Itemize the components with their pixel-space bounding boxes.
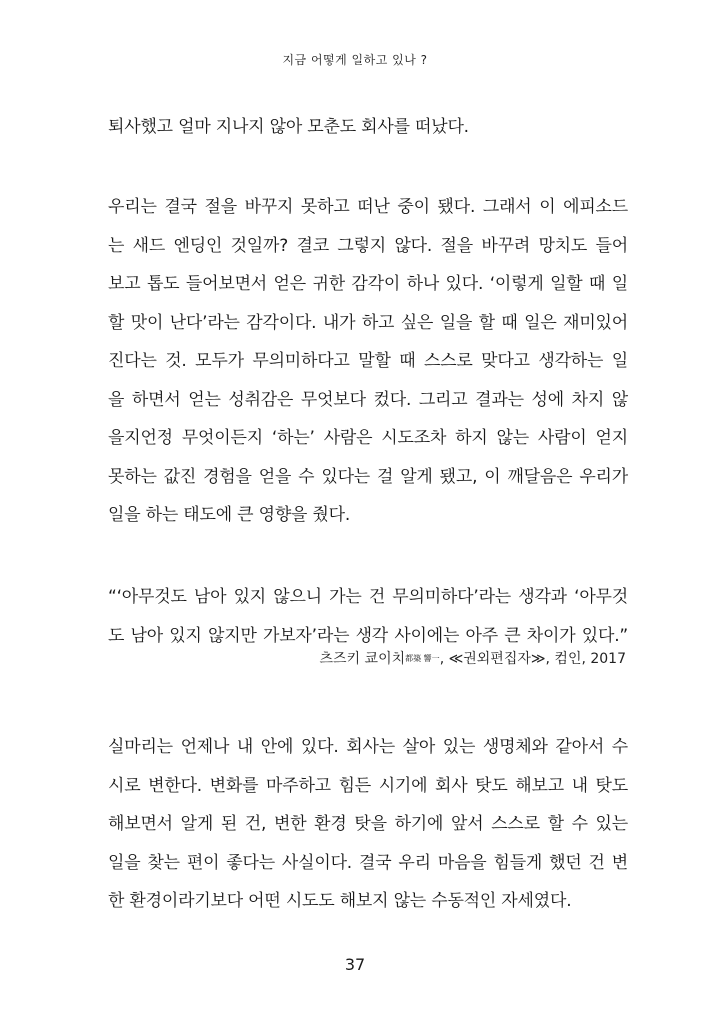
paragraph-line: 시로 변한다. 변화를 마주하고 힘든 시기에 회사 탓도 해보고 내 탓도: [108, 775, 628, 796]
paragraph-line: 보고 톱도 들어보면서 얻은 귀한 감각이 하나 있다. ‘이렇게 일할 때 일: [108, 274, 628, 294]
paragraph-line: 일을 찾는 편이 좋다는 사실이다. 결국 우리 마음을 힘들게 했던 건 변: [108, 852, 628, 873]
quote-citation: [320, 648, 626, 668]
paragraph-line: 는 새드 엔딩인 것일까? 결코 그렇지 않다. 절을 바꾸려 망치도 들어: [108, 235, 628, 256]
paragraph-line: 한 환경이라기보다 어떤 시도도 해보지 않는 수동적인 자세였다.: [108, 891, 572, 911]
quote-line: “‘아무것도 남아 있지 않으니 가는 건 무의미하다’라는 생각과 ‘아무것: [108, 587, 628, 607]
paragraph-line: 을 하면서 얻는 성취감은 무엇보다 컸다. 그리고 결과는 성에 차지 않: [108, 389, 628, 410]
block-quote: [108, 578, 628, 655]
paragraph-1: [108, 108, 628, 147]
paragraph-line: 실마리는 언제나 내 안에 있다. 회사는 살아 있는 생명체와 같아서 수: [108, 737, 628, 757]
paragraph-line: 퇴사했고 얼마 지나지 않아 모춘도 회사를 떠났다.: [108, 117, 469, 137]
citation-author-original: 都築 響一: [405, 654, 440, 663]
running-header: 지금 어떻게 일하고 있나 ?: [282, 53, 428, 67]
paragraph-line: 우리는 결국 절을 바꾸지 못하고 떠난 중이 됐다. 그래서 이 에피소드: [108, 197, 628, 217]
citation-author: 츠즈키 쿄이치: [319, 651, 406, 667]
paragraph-3: [108, 728, 628, 921]
paragraph-line: 해보면서 알게 된 건, 변한 환경 탓을 하기에 앞서 스스로 할 수 있는: [108, 814, 628, 834]
paragraph-line: 할 맛이 난다’라는 감각이다. 내가 하고 싶은 일을 할 때 일은 재미있어: [108, 312, 628, 333]
citation-source: , ≪권외편집자≫, 컴인, 2017: [439, 651, 626, 667]
page-number: 37: [344, 955, 366, 974]
paragraph-2: [108, 188, 628, 535]
paragraph-line: 못하는 값진 경험을 얻을 수 있다는 걸 알게 됐고, 이 깨달음은 우리가: [108, 466, 628, 487]
paragraph-line: 진다는 것. 모두가 무의미하다고 말할 때 스스로 맞다고 생각하는 일: [108, 351, 629, 371]
quote-line: 도 남아 있지 않지만 가보자’라는 생각 사이에는 아주 큰 차이가 있다.”: [108, 625, 628, 646]
paragraph-line: 을지언정 무엇이든지 ‘하는’ 사람은 시도조차 하지 않는 사람이 얻지: [108, 428, 628, 448]
paragraph-line: 일을 하는 태도에 큰 영향을 줬다.: [108, 505, 351, 525]
